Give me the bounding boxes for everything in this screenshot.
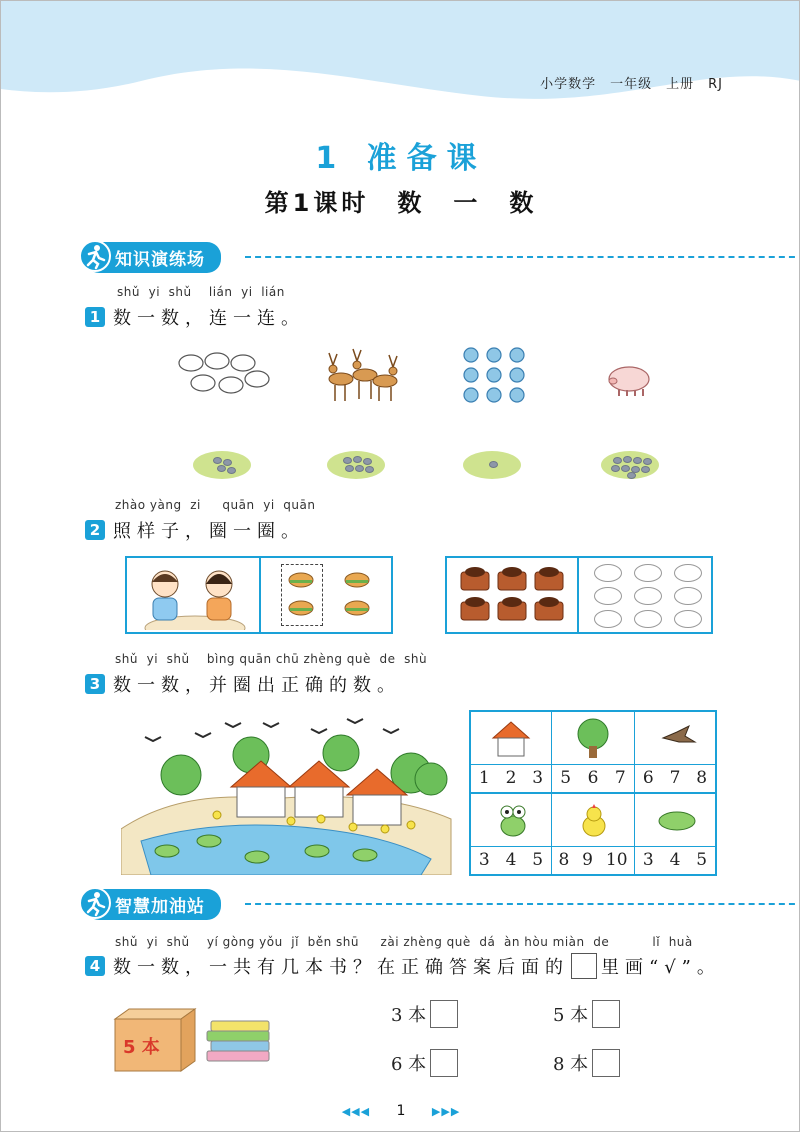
answer-checkbox[interactable]: [430, 1049, 458, 1077]
lesson-title: 第1课时 数 一 数: [264, 189, 538, 217]
plate-oval[interactable]: [674, 610, 702, 628]
sheep-picture: [173, 349, 273, 401]
choice-number[interactable]: 6: [642, 768, 654, 788]
choice-number[interactable]: 1: [478, 768, 490, 788]
banner-dashed-line: [245, 256, 800, 258]
question-text: 数一数，并圈出正确的数。: [113, 675, 401, 696]
runner-icon: [79, 887, 111, 919]
plate-oval[interactable]: [634, 564, 662, 582]
choice-number[interactable]: 2: [505, 768, 517, 788]
pig-picture: [605, 363, 653, 397]
plate-oval[interactable]: [594, 587, 622, 605]
question-1: [85, 304, 305, 330]
choice-number[interactable]: 6: [587, 768, 599, 788]
question-3: [85, 671, 401, 697]
deer-picture: [321, 345, 405, 403]
example-box: [125, 556, 393, 634]
book-info: 小学数学 一年级 上册 RJ: [540, 77, 723, 92]
choice-number[interactable]: 10: [605, 850, 628, 870]
choice-number[interactable]: 3: [478, 850, 490, 870]
section-banner-practice: [85, 243, 221, 271]
choice-number[interactable]: 3: [532, 768, 544, 788]
plate-oval[interactable]: [674, 564, 702, 582]
choice-row-tree: [552, 768, 634, 788]
choice-number[interactable]: 5: [696, 850, 708, 870]
exercise-box: [445, 556, 713, 634]
house-icon: [489, 718, 533, 758]
lotus-leaf-icon: [657, 810, 697, 832]
question-text-before: 数一数，一共有几本书？在正确答案后面的: [113, 957, 569, 978]
answer-option-6: [391, 1049, 458, 1077]
q3-pinyin: shǔ yi shǔ bìng quān chū zhèng què de shù: [115, 652, 428, 666]
choice-number[interactable]: 8: [558, 850, 570, 870]
choice-number[interactable]: 7: [614, 768, 626, 788]
answer-checkbox[interactable]: [430, 1000, 458, 1028]
answer-checkbox[interactable]: [592, 1000, 620, 1028]
choice-row-frog: [471, 850, 551, 870]
frog-icon: [497, 800, 529, 840]
question-number: 3: [85, 674, 105, 694]
right-arrows-icon: ▶▶▶: [431, 1105, 461, 1118]
pebble-pad-1[interactable]: [463, 451, 521, 479]
children-picture: [135, 562, 253, 630]
answer-label: 6 本: [391, 1054, 427, 1075]
bird-icon: [659, 722, 699, 752]
answer-option-5: [553, 1000, 620, 1028]
page-number: 1: [396, 1103, 406, 1119]
answer-label: 8 本: [553, 1054, 589, 1075]
pebble-pad-6[interactable]: [327, 451, 385, 479]
plate-oval[interactable]: [634, 587, 662, 605]
pebble-pad-4[interactable]: [193, 451, 251, 479]
inline-answer-box-icon: [571, 953, 597, 979]
choice-row-bird: [635, 768, 715, 788]
cakes-picture: [457, 564, 567, 628]
burgers-picture: [285, 568, 381, 624]
question-text: 数一数，连一连。: [113, 308, 305, 329]
chick-icon: [579, 804, 609, 838]
plate-oval[interactable]: [634, 610, 662, 628]
answer-label: 5 本: [553, 1005, 589, 1026]
runner-icon: [79, 240, 111, 272]
tree-icon: [573, 716, 613, 760]
q2-pinyin: zhào yàng zi quān yi quān: [115, 498, 316, 512]
choice-number[interactable]: 5: [532, 850, 544, 870]
answer-label: 3 本: [391, 1005, 427, 1026]
choice-number[interactable]: 3: [642, 850, 654, 870]
snails-picture: [461, 345, 527, 405]
plate-oval[interactable]: [594, 564, 622, 582]
village-scene: [121, 709, 461, 875]
answer-option-8: [553, 1049, 620, 1077]
question-number: 2: [85, 520, 105, 540]
choice-row-chick: [552, 850, 634, 870]
section-label: 智慧加油站: [85, 889, 221, 920]
choice-row-house: [471, 768, 551, 788]
answer-checkbox[interactable]: [592, 1049, 620, 1077]
banner-dashed-line: [245, 903, 800, 905]
header-wave: [1, 1, 800, 111]
choice-number[interactable]: 4: [669, 850, 681, 870]
answer-option-3: [391, 1000, 458, 1028]
plate-oval[interactable]: [594, 610, 622, 628]
choice-number[interactable]: 4: [505, 850, 517, 870]
pebble-pad-9[interactable]: [601, 451, 659, 479]
choice-number[interactable]: 8: [696, 768, 708, 788]
left-arrows-icon: ◀◀◀: [341, 1105, 371, 1118]
chapter-title: 1 准备课: [315, 141, 487, 176]
page-footer: [1, 1103, 800, 1119]
question-text: 照样子，圈一圈。: [113, 521, 305, 542]
choice-number[interactable]: 9: [582, 850, 593, 870]
question-2: [85, 517, 305, 543]
plate-oval[interactable]: [674, 587, 702, 605]
choice-row-leaf: [635, 850, 715, 870]
choice-number[interactable]: 7: [669, 768, 681, 788]
choice-number[interactable]: 5: [560, 768, 572, 788]
section-banner-challenge: [85, 890, 221, 918]
question-text-after: 里画“√”。: [601, 957, 721, 978]
count-answer-grid: [469, 710, 717, 876]
section-label: 知识演练场: [85, 242, 221, 273]
q4-pinyin: shǔ yi shǔ yí gòng yǒu jǐ běn shū zài zhèng què dá àn hòu miàn de lǐ huà: [115, 935, 693, 949]
box-count-label: 5 本: [123, 1037, 160, 1058]
question-number: 4: [85, 956, 105, 976]
question-4: [85, 953, 721, 979]
question-number: 1: [85, 307, 105, 327]
q1-pinyin: shǔ yi shǔ lián yi lián: [117, 285, 285, 299]
